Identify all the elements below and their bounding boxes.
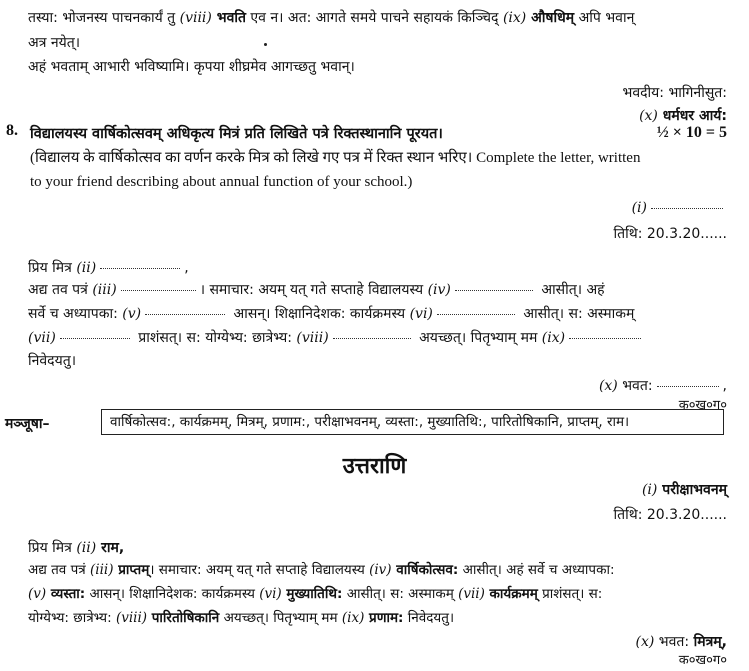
text: आसीत्। अहं सर्वे च अध्यापका:: [458, 562, 615, 578]
blank-line[interactable]: [60, 328, 130, 339]
text: एव न। अत: आगते समये पाचने सहायकं किञ्चिद्: [245, 10, 503, 26]
text: प्रिय मित्र: [28, 260, 72, 276]
blank-marker: (i): [641, 482, 658, 498]
answer-line-2: [28, 584, 602, 604]
answers-heading: उत्तराणि: [342, 454, 407, 479]
blank-marker: (i): [631, 200, 647, 216]
blank-marker: (x): [635, 634, 655, 650]
blank-marker: (viii): [179, 10, 212, 26]
answer-word: भवति: [211, 10, 246, 26]
answer-closing: [636, 632, 727, 652]
prev-answer-line-1: [28, 8, 634, 28]
blank-marker: (viii): [296, 330, 329, 346]
blank-line[interactable]: [121, 280, 196, 291]
blank-marker: (iii): [92, 282, 117, 298]
signature-name: धर्मधर आर्य:: [657, 108, 727, 124]
blank-line[interactable]: [100, 258, 180, 269]
blank-marker: (vi): [259, 586, 282, 602]
stray-dot: [264, 43, 267, 46]
blank-marker: (ix): [541, 330, 566, 346]
blank-line[interactable]: [437, 304, 515, 315]
text: अयच्छत्। पितृभ्याम् मम: [419, 330, 538, 346]
letter-line-2: [28, 304, 634, 324]
text: आसीत्। स: अस्माकम्: [342, 586, 459, 602]
answer-line-3: [28, 608, 454, 628]
letter-line-4: निवेदयतु।: [28, 353, 77, 369]
letter-line-3: [28, 328, 645, 348]
text: तस्या: भोजनस्य पाचनकार्यं तु: [28, 10, 180, 26]
word-box: वार्षिकोत्सव:, कार्यक्रमम्, मित्रम्, प्रणाम:, परीक्षाभवनम्, व्यस्ता:, मुख्यातिथि:, पारितोषिकानि, प्राप्तम्, राम।: [101, 409, 724, 435]
answer-word: प्राप्तम्: [113, 562, 150, 578]
question-marks: ½ × 10 = 5: [656, 124, 727, 141]
answer-sender: क०ख०ग०: [678, 653, 727, 668]
text: अद्य तव पत्रं: [28, 562, 91, 578]
answer-word: कार्यक्रमम्: [484, 586, 538, 602]
answer-line-1: [28, 560, 615, 580]
letter-date: तिथि: 20.3.20......: [613, 226, 727, 242]
blank-line[interactable]: [651, 198, 723, 209]
blank-marker: (iv): [369, 562, 392, 578]
question-title: विद्यालयस्य वार्षिकोत्सवम् अधिकृत्य मित्रं प्रति लिखिते पत्रे रिक्तस्थानानि पूरयत।: [30, 126, 443, 142]
blank-marker: (v): [122, 306, 142, 322]
blank-marker: (iv): [427, 282, 451, 298]
text: अद्य तव पत्रं: [28, 282, 88, 298]
text: आसन्। शिक्षानिदेशक: कार्यक्रमस्य: [85, 586, 260, 602]
answer-word: प्रणाम:: [364, 610, 404, 626]
blank-marker: (ix): [502, 10, 527, 26]
prev-answer-line-3: अहं भवताम् आभारी भविष्यामि। कृपया शीघ्रमेव आगच्छतु भवान्।: [28, 59, 355, 75]
text: प्राशंसत्। स:: [537, 586, 603, 602]
letter-sender: क०ख०ग०: [678, 398, 727, 413]
answer-word: औषधिम्: [526, 10, 575, 26]
blank-line[interactable]: [569, 328, 641, 339]
answer-salutation: [28, 538, 124, 558]
blank-line[interactable]: [333, 328, 411, 339]
letter-closing: (x) भवत: ,: [598, 378, 727, 394]
text: । समाचार: अयम् यत् गते सप्ताहे विद्यालयस्य: [199, 282, 424, 298]
blank-line[interactable]: [657, 376, 719, 387]
text: भवत:: [622, 378, 653, 394]
answer-word: राम,: [96, 540, 125, 556]
blank-marker: (ix): [341, 610, 365, 626]
blank-line[interactable]: [145, 304, 225, 315]
blank-marker: (ii): [76, 540, 97, 556]
blank-marker: (x): [598, 378, 618, 394]
text: योग्येभ्य: छात्रेभ्य:: [28, 610, 116, 626]
salutation: प्रिय मित्र (ii) ,: [28, 260, 189, 276]
text: अयच्छत्। पितृभ्याम् मम: [219, 610, 342, 626]
prev-closing: भवदीय: भागिनीसुत:: [622, 85, 727, 101]
text: आसीत्। अहं: [541, 282, 605, 298]
question-instruction-1: (विद्यालय के वार्षिकोत्सव का वर्णन करके मित्र को लिखे गए पत्र में रिक्त स्थान भरिए। Complete the letter, written: [30, 150, 641, 166]
blank-marker: (vii): [28, 330, 56, 346]
text: । समाचार: अयम् यत् गते सप्ताहे विद्यालयस्य: [149, 562, 370, 578]
blank-marker: (vii): [458, 586, 485, 602]
text: निवेदयतु।: [403, 610, 455, 626]
answer-word: परीक्षाभवनम्: [657, 482, 727, 498]
blank-marker: (v): [28, 586, 47, 602]
text: आसीत्। स: अस्माकम्: [523, 306, 635, 322]
answer-word: मित्रम्,: [693, 634, 727, 650]
word-box-label: मञ्जूषा–: [5, 416, 50, 432]
blank-marker: (viii): [115, 610, 148, 626]
answer-address: [642, 480, 727, 500]
text: सर्वे च अध्यापका:: [28, 306, 118, 322]
answer-date: तिथि: 20.3.20......: [613, 507, 727, 523]
text: अपि भवान्: [574, 10, 635, 26]
question-instruction-2: to your friend describing about annual function of your school.): [30, 174, 413, 190]
letter-line-1: [28, 280, 605, 300]
blank-marker: (iii): [90, 562, 114, 578]
blank-marker: (x): [639, 108, 658, 124]
blank-marker: (ii): [76, 260, 97, 276]
question-number: 8.: [6, 122, 18, 139]
blank-line[interactable]: [455, 280, 533, 291]
text: भवत:: [654, 634, 694, 650]
text: प्रिय मित्र: [28, 540, 77, 556]
answer-word: व्यस्ता:: [46, 586, 86, 602]
text: आसन्। शिक्षानिदेशक: कार्यक्रमस्य: [233, 306, 406, 322]
answer-word: मुख्यातिथि:: [281, 586, 343, 602]
answer-word: पारितोषिकानि: [147, 610, 220, 626]
blank-marker: (vi): [409, 306, 433, 322]
text: प्राशंसत्। स: योग्येभ्य: छात्रेभ्य:: [138, 330, 292, 346]
prev-answer-line-2: अत्र नयेत्।: [28, 35, 81, 51]
answer-word: वार्षिकोत्सव:: [391, 562, 459, 578]
address-blank: [632, 198, 727, 218]
